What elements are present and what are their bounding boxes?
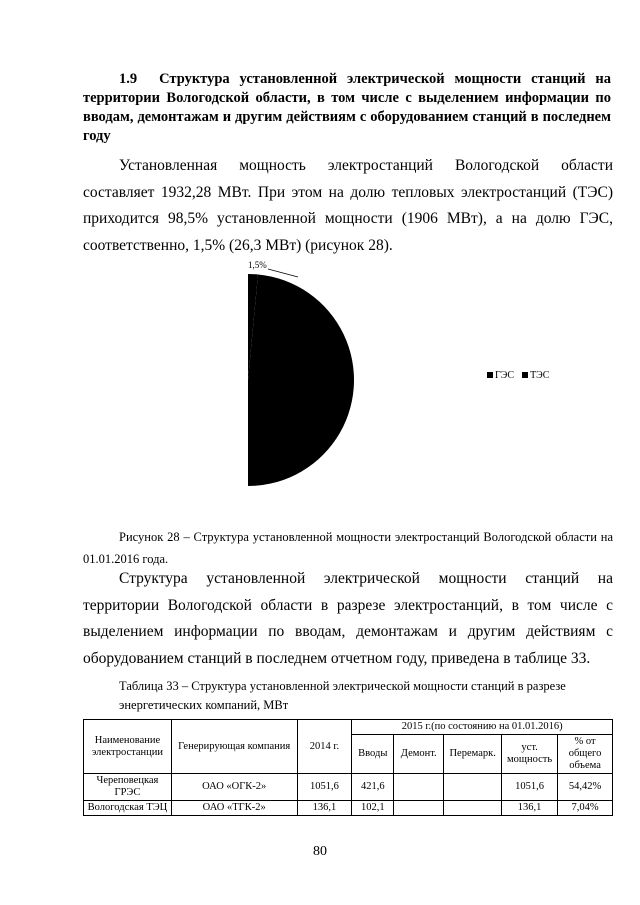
header-dismantle: Демонт. [394, 735, 444, 774]
header-2015-group: 2015 г.(по состоянию на 01.01.2016) [352, 720, 613, 735]
page-number: 80 [313, 844, 327, 859]
table-title-text: Таблица 33 – Структура установленной электрической мощности станций в разрезе энергетических компаний, МВт [119, 679, 566, 712]
chart-legend [487, 370, 557, 381]
table-header-row-1 [84, 720, 613, 735]
table-row [84, 801, 613, 816]
legend-swatch-ges [487, 372, 493, 378]
data-label-leader-ges [268, 269, 298, 277]
header-remark: Перемарк. [444, 735, 502, 774]
cell-inputs: 421,6 [352, 774, 394, 801]
header-inputs: Вводы [352, 735, 394, 774]
cell-2014: 136,1 [297, 801, 352, 816]
cell-installed: 136,1 [502, 801, 558, 816]
cell-name: Череповецкая ГРЭС [84, 774, 172, 801]
figure-caption-text: Рисунок 28 – Структура установленной мощности электростанций Вологодской области на 01.01.2016 года. [83, 530, 613, 566]
cell-name: Вологодская ТЭЦ [84, 801, 172, 816]
section-number: 1.9 [119, 71, 138, 87]
table-title [83, 677, 613, 715]
legend-swatch-tes [522, 372, 528, 378]
cell-inputs: 102,1 [352, 801, 394, 816]
header-2014: 2014 г. [297, 720, 352, 774]
cell-share: 7,04% [558, 801, 613, 816]
pie-chart-group [142, 260, 354, 486]
paragraph-table-intro: Структура установленной электрической мощности станций на территории Вологодской области в разрезе электростанций, в том числе с выделением информации по вводам, демонтажам и другим действиям с оборудованием станций в последнем отчетном году, приведена в таблице 33. [83, 570, 613, 667]
data-label-ges: 1,5% [248, 260, 267, 270]
legend-item-ges [487, 370, 514, 381]
legend-label-tes: ТЭС [530, 370, 550, 381]
header-installed: уст. мощность [502, 735, 558, 774]
cell-company: ОАО «ОГК-2» [171, 774, 297, 801]
table-row [84, 774, 613, 801]
header-name: Наименование электростанции [84, 720, 172, 774]
paragraph-installed-capacity: Установленная мощность электростанций Вологодской области составляет 1932,28 МВт. При этом на долю тепловых электростанций (ТЭС) приходится 98,5% установленной мощности (1906 МВт), а на долю ГЭС, соответственно, 1,5% (26,3 МВт) (рисунок 28). [83, 157, 613, 254]
header-share: % от общего объема [558, 735, 613, 774]
cell-remark [444, 774, 502, 801]
cell-2014: 1051,6 [297, 774, 352, 801]
cell-remark [444, 801, 502, 816]
figure-caption [83, 526, 613, 570]
capacity-table [83, 719, 613, 816]
pie-slice-tes [142, 274, 354, 486]
legend-item-tes [522, 370, 549, 381]
header-company: Генерирующая компания [171, 720, 297, 774]
section-title: Структура установленной электрической мощности станций на территории Вологодской области, в том числе с выделением информации по вводам, демонтажам и другим действиям с оборудованием станций в последнем году [83, 71, 611, 144]
cell-share: 54,42% [558, 774, 613, 801]
cell-dismantle [394, 801, 444, 816]
cell-dismantle [394, 774, 444, 801]
cell-company: ОАО «ТГК-2» [171, 801, 297, 816]
legend-label-ges: ГЭС [495, 370, 515, 381]
cell-installed: 1051,6 [502, 774, 558, 801]
